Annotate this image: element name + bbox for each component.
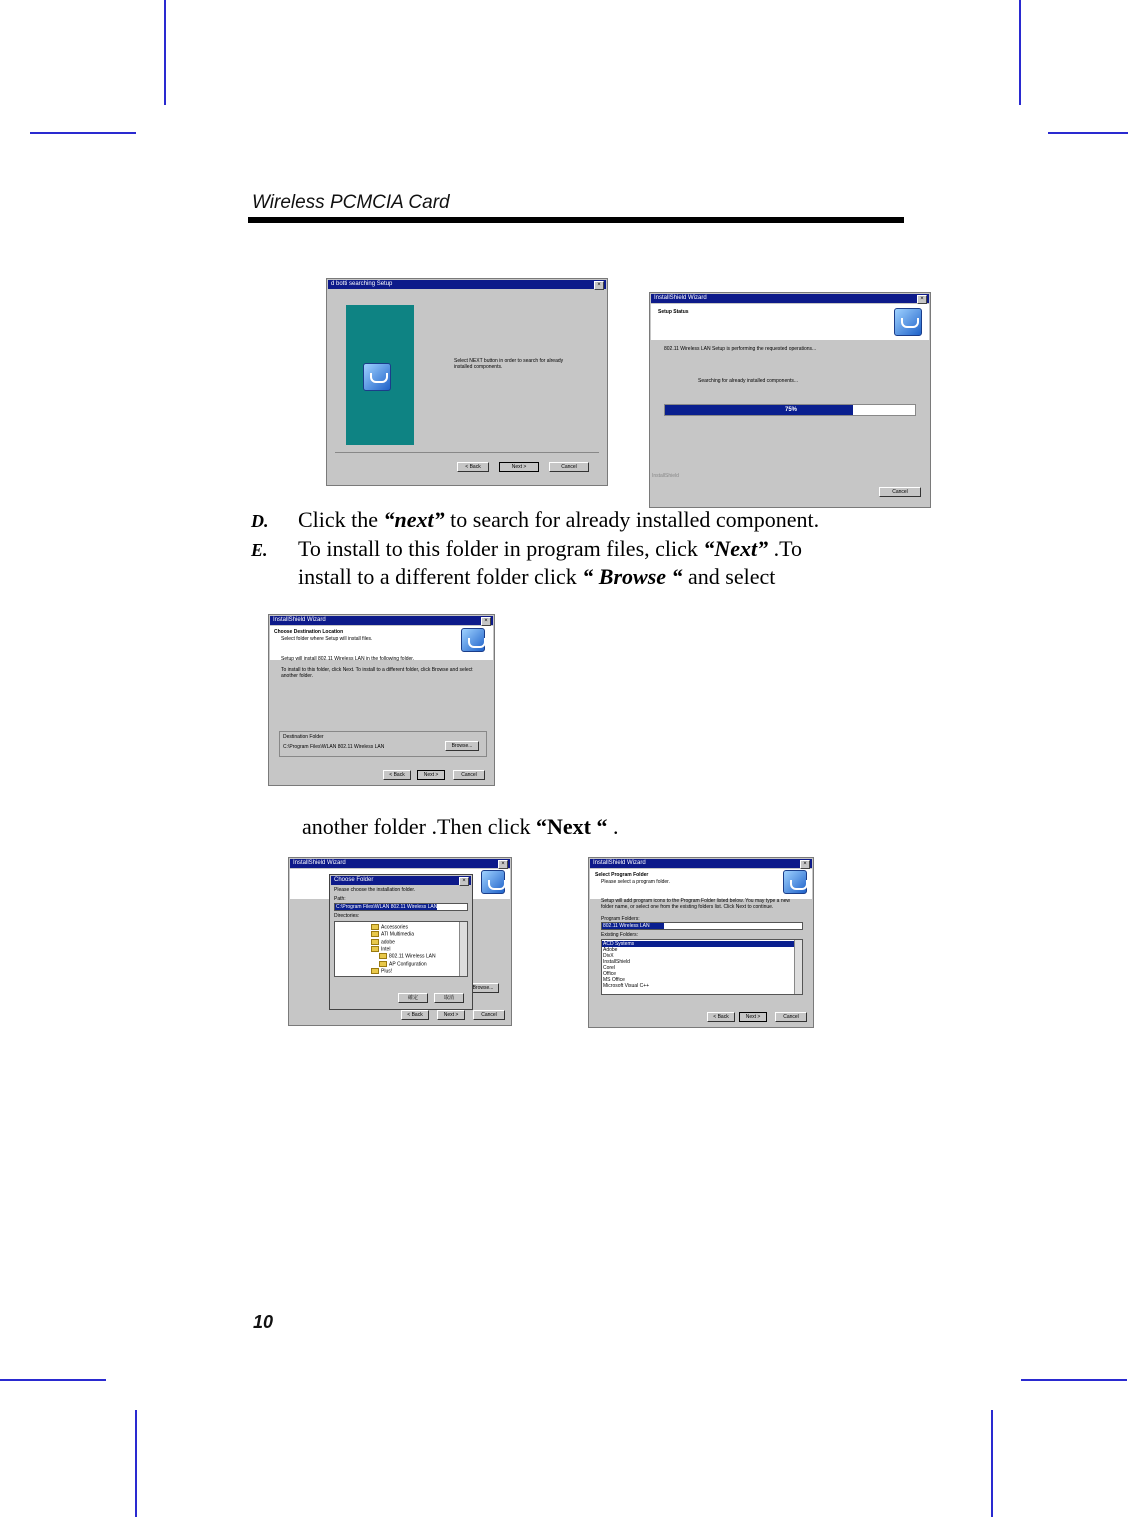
info-line-1: Setup will install 802.11 Wireless LAN in the following folder. — [281, 656, 415, 662]
step-marker-d: D. — [251, 511, 269, 531]
folder-icon — [371, 968, 379, 974]
next-button[interactable]: Next > — [417, 770, 445, 780]
setup-icon — [363, 363, 391, 391]
step-d-after: to search for already installed component. — [444, 507, 820, 532]
running-header-title: Wireless PCMCIA Card — [252, 192, 450, 213]
existing-folder-item[interactable]: Corel — [603, 965, 615, 971]
window-title: InstallShield Wizard — [273, 617, 326, 623]
crop-mark-bottom-left-horizontal — [0, 1379, 106, 1381]
directory-label: AP Configuration — [389, 960, 427, 967]
existing-folder-item[interactable]: DivX — [603, 953, 614, 959]
page-number: 10 — [253, 1312, 274, 1332]
header-rule — [248, 217, 904, 223]
window-title: InstallShield Wizard — [593, 860, 646, 866]
directory-item[interactable] — [365, 939, 436, 946]
step-d-before: Click the — [298, 507, 384, 532]
instruction-text: Select NEXT button in order to search for already installed components. — [454, 358, 564, 370]
subheading-text: Select folder where Setup will install files. — [281, 636, 373, 642]
step-e-line1-before: To install to this folder in program files, click — [298, 536, 704, 561]
directories-list — [365, 924, 436, 975]
title-bar — [590, 859, 812, 868]
path-input[interactable] — [334, 903, 468, 911]
existing-folder-item[interactable]: InstallShield — [603, 959, 630, 965]
directories-tree[interactable] — [334, 921, 468, 977]
existing-folder-item[interactable]: Adobe — [603, 947, 618, 953]
crop-mark-bottom-right-horizontal — [1021, 1379, 1127, 1381]
info-line-2: To install to this folder, click Next. To install to a different folder, click Browse and select another folder. — [281, 667, 473, 679]
directory-label: Plus! — [381, 968, 393, 975]
title-bar — [290, 859, 510, 868]
existing-folder-item[interactable]: MS Office — [603, 977, 625, 983]
choose-folder-dialog — [329, 874, 473, 1010]
progress-track — [664, 404, 916, 416]
folder-icon — [371, 924, 379, 930]
setup-icon — [894, 308, 922, 336]
divider — [335, 452, 599, 453]
program-folder-input[interactable] — [601, 922, 803, 930]
program-folders-label: Program Folders: — [601, 916, 640, 922]
existing-folder-item[interactable]: ACD Systems — [603, 941, 635, 947]
window-title: d botti searching Setup — [331, 281, 393, 287]
heading-text: Setup Status — [658, 309, 689, 315]
setup-icon — [783, 870, 807, 894]
close-icon[interactable]: × — [481, 617, 491, 626]
progress-label: 75% — [785, 407, 798, 413]
existing-folders-list[interactable] — [601, 939, 803, 995]
step-e-line3-before: another folder .Then click — [302, 814, 536, 839]
step-e-line3 — [302, 814, 618, 840]
ok-button[interactable]: 確定 — [398, 993, 428, 1003]
directory-label: Intel — [381, 946, 391, 953]
step-e-line2-after: and select — [682, 564, 776, 589]
vertical-scrollbar[interactable] — [794, 940, 802, 994]
existing-folders-items — [603, 941, 649, 989]
path-value: C:\Program Files\WLAN 802.11 Wireless LAN — [336, 904, 438, 910]
step-e-line2 — [298, 564, 775, 590]
close-icon[interactable]: × — [498, 860, 508, 869]
directory-label: 802.11 Wireless LAN — [389, 953, 436, 960]
footer-brand: InstallShield — [652, 473, 679, 479]
dialog-cancel-button[interactable]: 取消 — [434, 993, 464, 1003]
back-button[interactable]: < Back — [707, 1012, 735, 1022]
window-title: InstallShield Wizard — [293, 860, 346, 866]
next-button[interactable]: Next > — [437, 1010, 465, 1020]
crop-mark-top-right-vertical — [1019, 0, 1021, 105]
screenshot-select-program-folder — [588, 857, 814, 1028]
title-bar — [270, 616, 493, 625]
cancel-button[interactable]: Cancel — [473, 1010, 505, 1020]
next-button[interactable]: Next > — [739, 1012, 767, 1022]
heading-text: Choose Destination Location — [274, 629, 344, 635]
folder-icon — [371, 939, 379, 945]
crop-mark-bottom-right-vertical — [991, 1410, 993, 1517]
folder-icon — [371, 946, 379, 952]
step-e-line1-emph: “Next” — [703, 536, 769, 561]
dialog-prompt: Please choose the installation folder. — [334, 887, 416, 893]
directory-label: adobe — [381, 938, 395, 945]
step-e-line3-emph: “Next “ — [535, 814, 608, 839]
program-folder-value: 802.11 Wireless LAN — [603, 923, 650, 929]
directories-label: Directories: — [334, 913, 360, 919]
browse-button[interactable]: Browse... — [445, 741, 479, 751]
directory-label: ATI Multimedia — [381, 931, 414, 938]
folder-icon — [371, 931, 379, 937]
step-e-line1 — [298, 536, 802, 562]
close-icon[interactable]: × — [459, 877, 469, 886]
screenshot-choose-destination — [268, 614, 495, 786]
browse-button[interactable]: Browse... — [467, 983, 499, 993]
directory-item[interactable] — [365, 931, 436, 938]
directory-item[interactable] — [365, 953, 436, 960]
dialog-title: Choose Folder — [334, 877, 374, 883]
cancel-button[interactable]: Cancel — [879, 487, 921, 497]
close-icon[interactable]: × — [917, 295, 927, 304]
setup-icon — [481, 870, 505, 894]
crop-mark-top-left-horizontal — [30, 132, 136, 134]
searching-line: Searching for already installed components... — [698, 378, 799, 384]
step-marker-e: E. — [251, 540, 268, 560]
existing-folder-item[interactable]: Microsoft Visual C++ — [603, 983, 650, 989]
directory-label: Accessories — [381, 924, 408, 931]
dialog-title-bar — [331, 876, 471, 885]
info-text: Setup will add program icons to the Program Folder listed below. You may type a new folder name, or select one from the existing folders list. Click Next to continue. — [601, 898, 790, 910]
crop-mark-bottom-left-vertical — [135, 1410, 137, 1517]
crop-mark-top-right-horizontal — [1048, 132, 1128, 134]
screenshot-setup-status — [649, 292, 931, 508]
step-d-emph: “next” — [383, 507, 445, 532]
directory-item[interactable] — [365, 924, 436, 931]
step-e-line2-before: install to a different folder click — [298, 564, 583, 589]
existing-folder-item[interactable]: Office — [603, 971, 616, 977]
progress-fill — [665, 405, 853, 415]
cancel-button[interactable]: Cancel — [453, 770, 485, 780]
screenshot-choose-folder — [288, 857, 512, 1026]
cancel-button[interactable]: Cancel — [775, 1012, 807, 1022]
back-button[interactable]: < Back — [457, 462, 489, 472]
step-d-text — [298, 507, 819, 533]
cancel-button[interactable]: Cancel — [549, 462, 589, 472]
heading-text: Select Program Folder — [595, 872, 649, 878]
destination-label: Destination Folder — [283, 734, 324, 740]
subheading-text: Please select a program folder. — [601, 879, 670, 885]
close-icon[interactable]: × — [800, 860, 810, 869]
existing-folders-label: Existing Folders: — [601, 932, 638, 938]
destination-path: C:\Program Files\WLAN 802.11 Wireless LAN — [283, 744, 385, 750]
folder-icon — [379, 953, 387, 959]
crop-mark-top-left-vertical — [164, 0, 166, 105]
setup-icon — [461, 628, 485, 652]
screenshot-search-setup — [326, 278, 608, 486]
step-e-line1-after: .To — [768, 536, 803, 561]
window-title: InstallShield Wizard — [654, 295, 707, 301]
directory-item[interactable] — [365, 946, 436, 953]
folder-icon — [379, 961, 387, 967]
next-button[interactable]: Next > — [499, 462, 539, 472]
vertical-scrollbar[interactable] — [459, 922, 467, 976]
back-button[interactable]: < Back — [401, 1010, 429, 1020]
title-bar — [328, 280, 606, 289]
step-e-line3-after: . — [607, 814, 619, 839]
step-e-line2-emph: “ Browse “ — [582, 564, 683, 589]
close-icon[interactable]: × — [594, 281, 604, 290]
directory-item[interactable] — [365, 961, 436, 968]
directory-item[interactable] — [365, 968, 436, 975]
back-button[interactable]: < Back — [383, 770, 411, 780]
path-label: Path: — [334, 896, 346, 902]
title-bar — [651, 294, 929, 303]
header-band — [651, 304, 929, 340]
status-line: 802.11 Wireless LAN Setup is performing the requested operations... — [664, 346, 817, 352]
